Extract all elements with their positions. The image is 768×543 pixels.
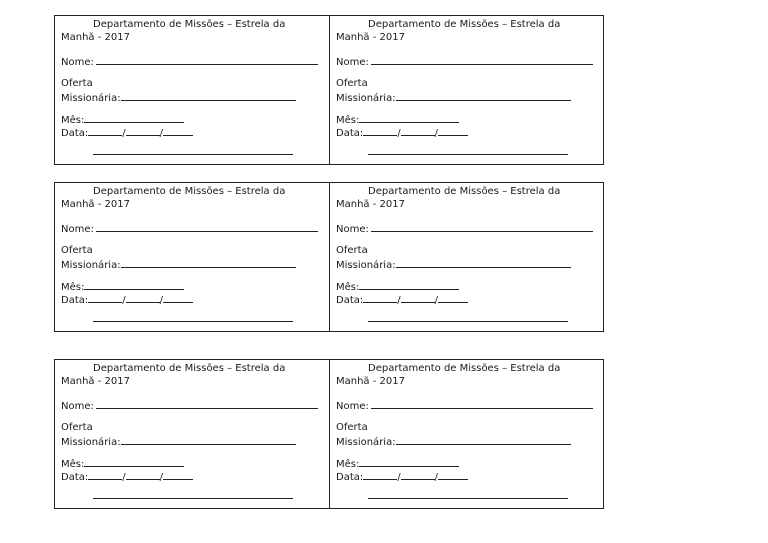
- data-field: [61, 126, 193, 140]
- missionaria-label: Missionária:: [61, 93, 121, 104]
- year-blank-line[interactable]: [438, 126, 468, 136]
- card-title: [336, 18, 576, 44]
- mes-field: [336, 113, 459, 127]
- offering-card: [329, 360, 603, 508]
- nome-field: [336, 222, 593, 236]
- missionaria-field: [61, 91, 296, 105]
- card-title: [61, 185, 301, 211]
- card-title-line1: Departamento de Missões – Estrela da: [368, 186, 561, 197]
- mes-label: Mês:: [61, 115, 85, 126]
- missionaria-label: Missionária:: [61, 260, 121, 271]
- data-field: [61, 293, 193, 307]
- day-blank-line[interactable]: [88, 470, 122, 480]
- oferta-blank-line[interactable]: [396, 435, 571, 445]
- signature-line[interactable]: [93, 321, 293, 322]
- data-label: Data:: [336, 128, 364, 139]
- mes-blank-line[interactable]: [359, 113, 459, 123]
- mes-blank-line[interactable]: [359, 457, 459, 467]
- card-title-line1: Departamento de Missões – Estrela da: [368, 363, 561, 374]
- day-blank-line[interactable]: [88, 126, 122, 136]
- oferta-blank-line[interactable]: [396, 258, 571, 268]
- mes-field: [336, 280, 459, 294]
- nome-blank-line[interactable]: [371, 399, 593, 409]
- offering-card: [329, 183, 603, 331]
- nome-field: [336, 399, 593, 413]
- year-blank-line[interactable]: [163, 126, 193, 136]
- nome-blank-line[interactable]: [96, 399, 318, 409]
- date-separator: /: [434, 472, 438, 483]
- card-title-line1: Departamento de Missões – Estrela da: [368, 19, 561, 30]
- card-title-line1: Departamento de Missões – Estrela da: [93, 363, 286, 374]
- offering-card: [55, 183, 329, 331]
- month-blank-line[interactable]: [126, 126, 160, 136]
- missionaria-field: [336, 91, 571, 105]
- signature-line[interactable]: [368, 154, 568, 155]
- data-label: Data:: [61, 472, 89, 483]
- signature-line[interactable]: [368, 321, 568, 322]
- date-separator: /: [397, 295, 401, 306]
- mes-field: [336, 457, 459, 471]
- nome-field: [61, 222, 318, 236]
- offering-card: [329, 16, 603, 164]
- month-blank-line[interactable]: [401, 126, 435, 136]
- nome-field: [336, 55, 593, 69]
- mes-label: Mês:: [336, 459, 360, 470]
- mes-blank-line[interactable]: [84, 280, 184, 290]
- missionaria-field: [61, 258, 296, 272]
- card-title: [336, 185, 576, 211]
- nome-label: Nome:: [336, 57, 369, 68]
- card-row: [54, 15, 604, 165]
- data-label: Data:: [336, 295, 364, 306]
- data-field: [336, 126, 468, 140]
- card-title-line2: Manhã - 2017: [336, 376, 405, 387]
- oferta-blank-line[interactable]: [396, 91, 571, 101]
- card-title-line1: Departamento de Missões – Estrela da: [93, 19, 286, 30]
- missionaria-label: Missionária:: [336, 260, 396, 271]
- offering-card: [55, 16, 329, 164]
- mes-label: Mês:: [336, 282, 360, 293]
- mes-label: Mês:: [336, 115, 360, 126]
- card-title-line2: Manhã - 2017: [61, 376, 130, 387]
- card-title: [61, 362, 301, 388]
- oferta-blank-line[interactable]: [121, 435, 296, 445]
- missionaria-label: Missionária:: [336, 93, 396, 104]
- date-separator: /: [397, 128, 401, 139]
- nome-label: Nome:: [61, 224, 94, 235]
- mes-field: [61, 113, 184, 127]
- day-blank-line[interactable]: [363, 293, 397, 303]
- oferta-label: Oferta: [61, 245, 93, 256]
- oferta-label: Oferta: [336, 78, 368, 89]
- date-separator: /: [159, 472, 163, 483]
- data-field: [336, 293, 468, 307]
- card-title-line2: Manhã - 2017: [336, 32, 405, 43]
- oferta-label: Oferta: [61, 422, 93, 433]
- nome-label: Nome:: [336, 224, 369, 235]
- card-row: [54, 182, 604, 332]
- mes-blank-line[interactable]: [359, 280, 459, 290]
- card-row: [54, 359, 604, 509]
- month-blank-line[interactable]: [401, 293, 435, 303]
- nome-blank-line[interactable]: [371, 222, 593, 232]
- month-blank-line[interactable]: [126, 470, 160, 480]
- missionaria-field: [336, 258, 571, 272]
- year-blank-line[interactable]: [438, 470, 468, 480]
- nome-label: Nome:: [336, 401, 369, 412]
- card-title-line1: Departamento de Missões – Estrela da: [93, 186, 286, 197]
- missionaria-label: Missionária:: [336, 437, 396, 448]
- data-field: [61, 470, 193, 484]
- day-blank-line[interactable]: [363, 126, 397, 136]
- date-separator: /: [159, 295, 163, 306]
- date-separator: /: [434, 128, 438, 139]
- mes-field: [61, 457, 184, 471]
- oferta-label: Oferta: [336, 245, 368, 256]
- date-separator: /: [122, 472, 126, 483]
- oferta-blank-line[interactable]: [121, 91, 296, 101]
- signature-line[interactable]: [93, 498, 293, 499]
- nome-blank-line[interactable]: [371, 55, 593, 65]
- nome-blank-line[interactable]: [96, 55, 318, 65]
- day-blank-line[interactable]: [363, 470, 397, 480]
- year-blank-line[interactable]: [163, 470, 193, 480]
- date-separator: /: [159, 128, 163, 139]
- card-title-line2: Manhã - 2017: [336, 199, 405, 210]
- nome-label: Nome:: [61, 401, 94, 412]
- mes-blank-line[interactable]: [84, 457, 184, 467]
- date-separator: /: [397, 472, 401, 483]
- signature-line[interactable]: [368, 498, 568, 499]
- missionaria-field: [61, 435, 296, 449]
- date-separator: /: [122, 295, 126, 306]
- card-title: [61, 18, 301, 44]
- oferta-blank-line[interactable]: [121, 258, 296, 268]
- missionaria-label: Missionária:: [61, 437, 121, 448]
- data-field: [336, 470, 468, 484]
- missionaria-field: [336, 435, 571, 449]
- nome-field: [61, 399, 318, 413]
- mes-label: Mês:: [61, 459, 85, 470]
- offering-card: [55, 360, 329, 508]
- signature-line[interactable]: [93, 154, 293, 155]
- card-title: [336, 362, 576, 388]
- oferta-label: Oferta: [61, 78, 93, 89]
- year-blank-line[interactable]: [438, 293, 468, 303]
- nome-label: Nome:: [61, 57, 94, 68]
- oferta-label: Oferta: [336, 422, 368, 433]
- data-label: Data:: [336, 472, 364, 483]
- year-blank-line[interactable]: [163, 293, 193, 303]
- data-label: Data:: [61, 295, 89, 306]
- month-blank-line[interactable]: [401, 470, 435, 480]
- card-title-line2: Manhã - 2017: [61, 199, 130, 210]
- date-separator: /: [434, 295, 438, 306]
- data-label: Data:: [61, 128, 89, 139]
- mes-field: [61, 280, 184, 294]
- day-blank-line[interactable]: [88, 293, 122, 303]
- date-separator: /: [122, 128, 126, 139]
- mes-label: Mês:: [61, 282, 85, 293]
- nome-field: [61, 55, 318, 69]
- month-blank-line[interactable]: [126, 293, 160, 303]
- card-title-line2: Manhã - 2017: [61, 32, 130, 43]
- nome-blank-line[interactable]: [96, 222, 318, 232]
- mes-blank-line[interactable]: [84, 113, 184, 123]
